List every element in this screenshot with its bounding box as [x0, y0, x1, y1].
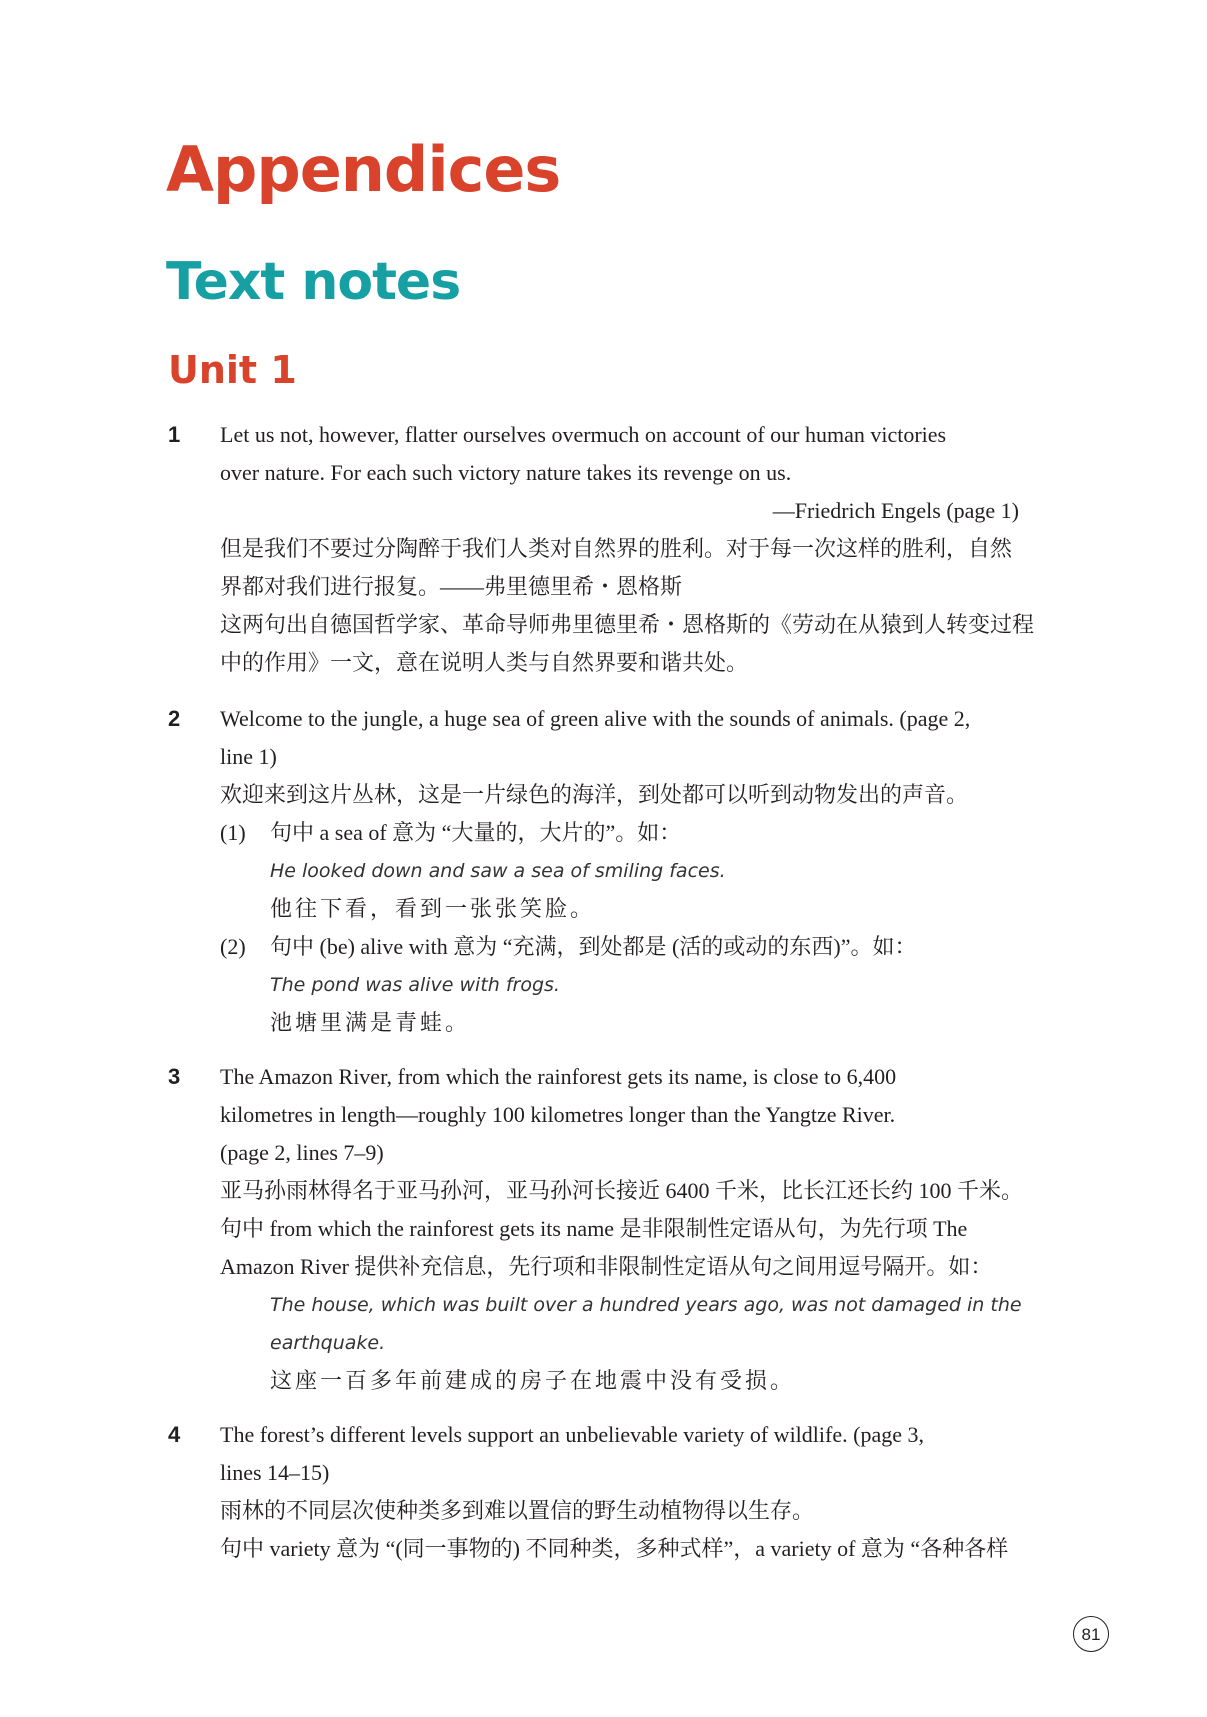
example-sentence: He looked down and saw a sea of smiling faces.: [270, 860, 726, 882]
example-sentence: The house, which was built over a hundred years ago, was not damaged in the: [270, 1294, 1022, 1316]
page-heading: Appendices: [166, 133, 561, 206]
example-translation: 这座一百多年前建成的房子在地震中没有受损。: [270, 1368, 796, 1393]
note-chinese-line: 句中 from which the rainforest gets its name 是非限制性定语从句，为先行项 The: [220, 1216, 968, 1241]
example-translation: 池塘里满是青蛙。: [270, 1010, 471, 1035]
note-chinese-line: 但是我们不要过分陶醉于我们人类对自然界的胜利。对于每一次这样的胜利，自然: [220, 536, 1013, 561]
example-sentence: earthquake.: [270, 1332, 386, 1354]
note-chinese-line: Amazon River 提供补充信息，先行项和非限制性定语从句之间用逗号隔开。如：: [220, 1254, 993, 1279]
sub-point-text: 句中 (be) alive with 意为 “充满，到处都是 (活的或动的东西)”。如：: [270, 934, 917, 959]
note-number: 3: [168, 1064, 181, 1089]
note-number: 1: [168, 422, 181, 447]
page-number: 81: [1073, 1616, 1109, 1652]
note-chinese-line: 亚马孙雨林得名于亚马孙河，亚马孙河长接近 6400 千米，比长江还长约 100 千米。: [220, 1178, 1024, 1203]
example-translation: 他往下看，看到一张张笑脸。: [270, 896, 596, 921]
note-chinese-line: 欢迎来到这片丛林，这是一片绿色的海洋，到处都可以听到动物发出的声音。: [220, 782, 969, 807]
note-chinese-line: 中的作用》一文，意在说明人类与自然界要和谐共处。: [220, 650, 749, 675]
note-chinese-line: 这两句出自德国哲学家、革命导师弗里德里希・恩格斯的《劳动在从猿到人转变过程: [220, 612, 1035, 637]
note-chinese-line: 雨林的不同层次使种类多到难以置信的野生动植物得以生存。: [220, 1498, 815, 1523]
note-chinese-line: 界都对我们进行报复。——弗里德里希・恩格斯: [220, 574, 683, 599]
note-english-line: (page 2, lines 7–9): [220, 1140, 384, 1165]
note-english-line: line 1): [220, 744, 277, 769]
note-english-line: The Amazon River, from which the rainforest gets its name, is close to 6,400: [220, 1064, 897, 1089]
note-chinese-line: 句中 variety 意为 “(同一事物的) 不同种类，多种式样”，a variety of 意为 “各种各样: [220, 1536, 1009, 1561]
note-english-line: lines 14–15): [220, 1460, 330, 1485]
note-english-line: over nature. For each such victory nature takes its revenge on us.: [220, 460, 792, 485]
note-english-line: kilometres in length—roughly 100 kilometres longer than the Yangtze River.: [220, 1102, 896, 1127]
sub-point-text: 句中 a sea of 意为 “大量的，大片的”。如：: [270, 820, 682, 845]
sub-point-marker: (1): [220, 820, 246, 845]
note-number: 4: [168, 1422, 181, 1447]
note-english-line: Welcome to the jungle, a huge sea of green alive with the sounds of animals. (page 2,: [220, 706, 971, 731]
note-english-line: Let us not, however, flatter ourselves overmuch on account of our human victories: [220, 422, 947, 447]
sub-point-marker: (2): [220, 934, 246, 959]
example-sentence: The pond was alive with frogs.: [270, 974, 560, 996]
note-english-line: The forest’s different levels support an unbelievable variety of wildlife. (page 3,: [220, 1422, 924, 1447]
note-attribution: —Friedrich Engels (page 1): [772, 498, 1019, 523]
section-heading: Text notes: [166, 252, 461, 312]
unit-heading: Unit 1: [168, 348, 297, 392]
note-number: 2: [168, 706, 181, 731]
